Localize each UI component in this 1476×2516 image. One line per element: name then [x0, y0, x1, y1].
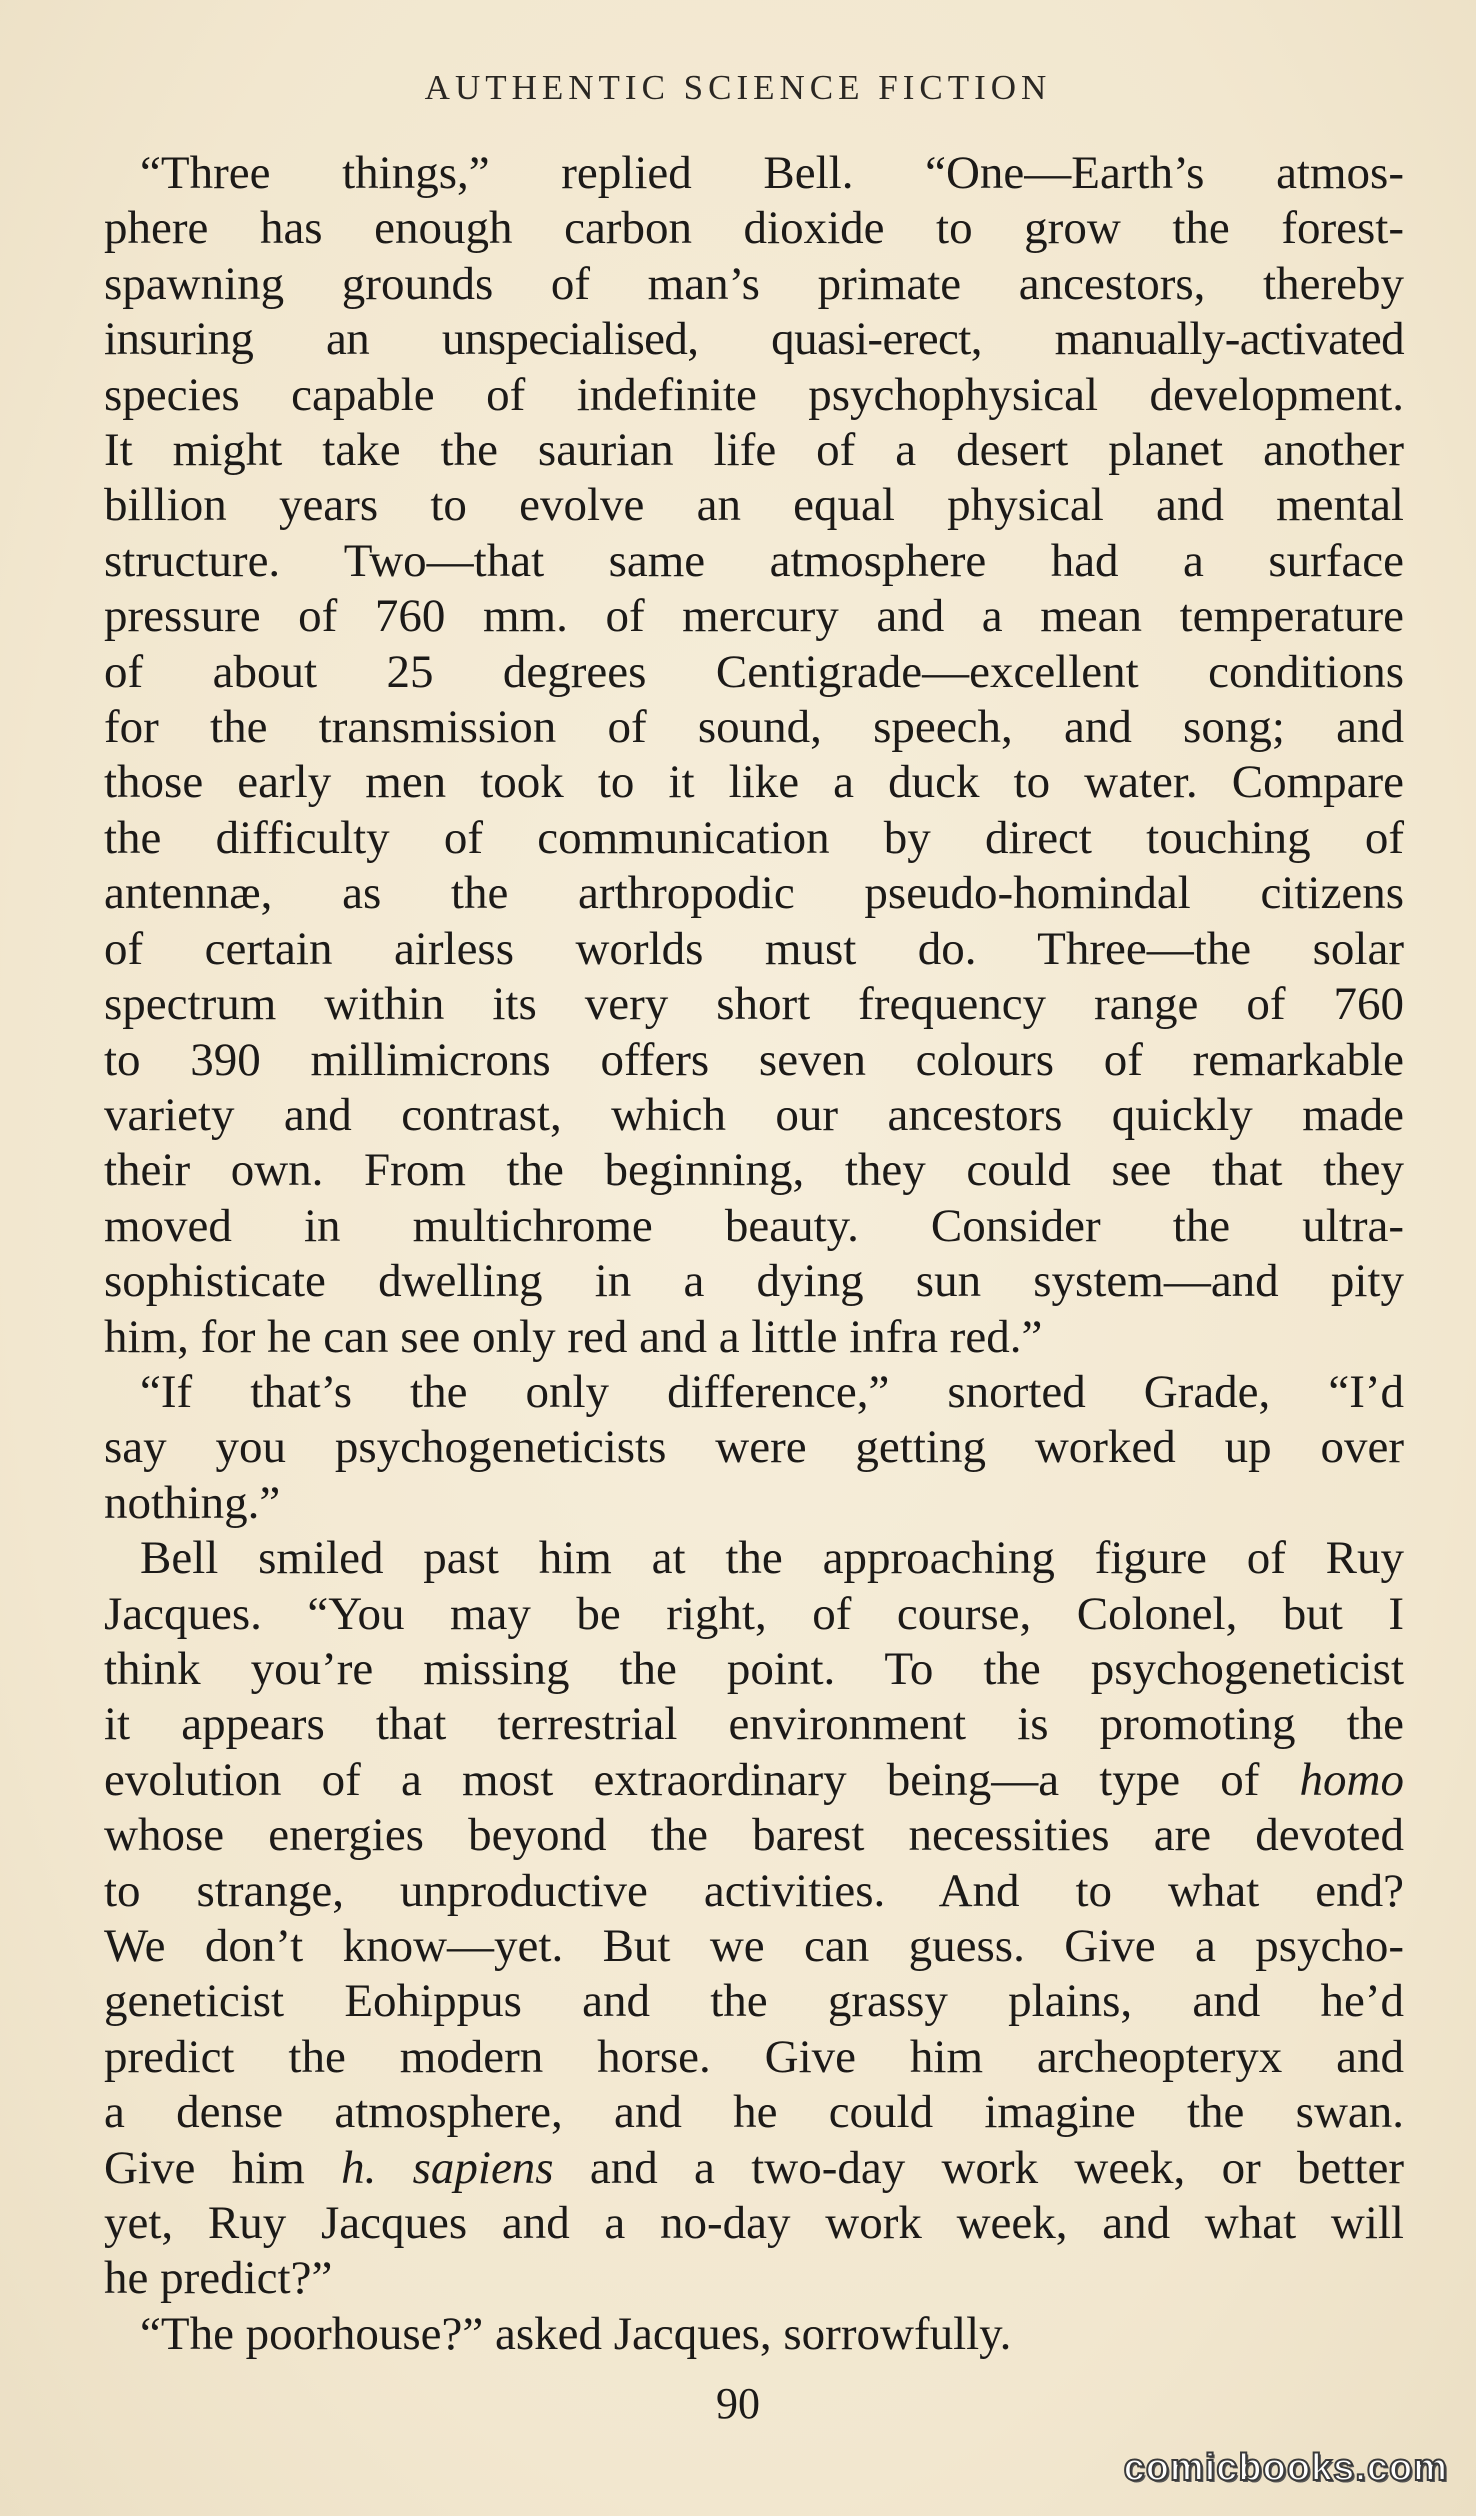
text-line: structure. Two—that same atmosphere had a surface	[104, 534, 1404, 587]
text-line-part: Give him	[104, 2141, 342, 2194]
text-line	[68, 1753, 1404, 1808]
watermark-logo: comicbooks.com	[1123, 2447, 1448, 2489]
text-line: to 390 millimicrons offers seven colours of remarkable	[104, 1033, 1404, 1086]
text-line: whose energies beyond the barest necessities are devoted	[104, 1809, 1404, 1862]
text-line: those early men took to it like a duck to water. Compare	[104, 756, 1404, 809]
text-line: spectrum within its very short frequency range of 760	[104, 978, 1404, 1031]
text-line: he predict?”	[104, 2252, 333, 2305]
text-line: Bell smiled past him at the approaching figure of Ruy	[140, 1532, 1404, 1585]
text-line: antennæ, as the arthropodic pseudo-homindal citizens	[104, 867, 1404, 920]
paragraph-1	[68, 146, 1404, 1365]
text-line: We don’t know—yet. But we can guess. Give a psycho-	[104, 1920, 1404, 1972]
text-line: sophisticate dwelling in a dying sun system—and pity	[104, 1255, 1404, 1308]
text-line: spawning grounds of man’s primate ancestors, thereby	[104, 257, 1404, 310]
text-line: species capable of indefinite psychophysical development.	[104, 368, 1404, 421]
text-line: predict the modern horse. Give him archeopteryx and	[104, 2030, 1404, 2083]
italic-term: h. sapiens	[341, 2141, 554, 2194]
text-line: “The poorhouse?” asked Jacques, sorrowfully.	[140, 2307, 1012, 2360]
paragraph-4	[68, 2307, 1404, 2362]
text-line: say you psychogeneticists were getting worked up over	[104, 1421, 1404, 1474]
running-head: AUTHENTIC SCIENCE FICTION	[424, 68, 1052, 107]
text-line: nothing.”	[104, 1476, 281, 1529]
text-line: of about 25 degrees Centigrade—excellent conditions	[104, 645, 1404, 698]
text-line: geneticist Eohippus and the grassy plains, and he’d	[104, 1975, 1404, 2028]
text-line: to strange, unproductive activities. And to what end?	[104, 1864, 1404, 1917]
text-line: moved in multichrome beauty. Consider the ultra-	[104, 1199, 1404, 1252]
body-text	[68, 146, 1404, 2362]
text-line: billion years to evolve an equal physical and mental	[104, 479, 1404, 532]
text-line: a dense atmosphere, and he could imagine the swan.	[104, 2086, 1404, 2139]
text-line: variety and contrast, which our ancestors quickly made	[104, 1088, 1404, 1141]
paragraph-2	[68, 1365, 1404, 1531]
text-line-part: evolution of a most extraordinary being—a type of	[104, 1753, 1300, 1806]
text-line: phere has enough carbon dioxide to grow the forest-	[104, 202, 1404, 255]
text-line: think you’re missing the point. To the psychogeneticist	[104, 1642, 1404, 1695]
page-number: 90	[716, 2379, 760, 2428]
text-line	[68, 2141, 1404, 2196]
text-line: yet, Ruy Jacques and a no-day work week, and what will	[104, 2197, 1404, 2250]
text-line: insuring an unspecialised, quasi-erect, manually-activated	[104, 313, 1404, 366]
text-line: the difficulty of communication by direct touching of	[104, 811, 1404, 864]
paragraph-3	[68, 1531, 1404, 2307]
text-line: their own. From the beginning, they could see that they	[104, 1144, 1404, 1197]
text-line: “Three things,” replied Bell. “One—Earth’s atmos-	[140, 147, 1404, 199]
text-line: pressure of 760 mm. of mercury and a mean temperature	[104, 590, 1404, 643]
text-line: of certain airless worlds must do. Three—the solar	[104, 922, 1404, 975]
text-line-part: and a two-day work week, or better	[553, 2141, 1405, 2194]
text-line: him, for he can see only red and a little infra red.”	[104, 1310, 1043, 1363]
text-line: It might take the saurian life of a desert planet another	[104, 424, 1404, 477]
italic-term: homo	[1299, 1753, 1404, 1806]
text-line: it appears that terrestrial environment is promoting the	[104, 1698, 1404, 1751]
text-line: for the transmission of sound, speech, and song; and	[104, 701, 1404, 754]
text-line: “If that’s the only difference,” snorted Grade, “I’d	[140, 1365, 1404, 1418]
text-line: Jacques. “You may be right, of course, Colonel, but I	[104, 1587, 1404, 1640]
